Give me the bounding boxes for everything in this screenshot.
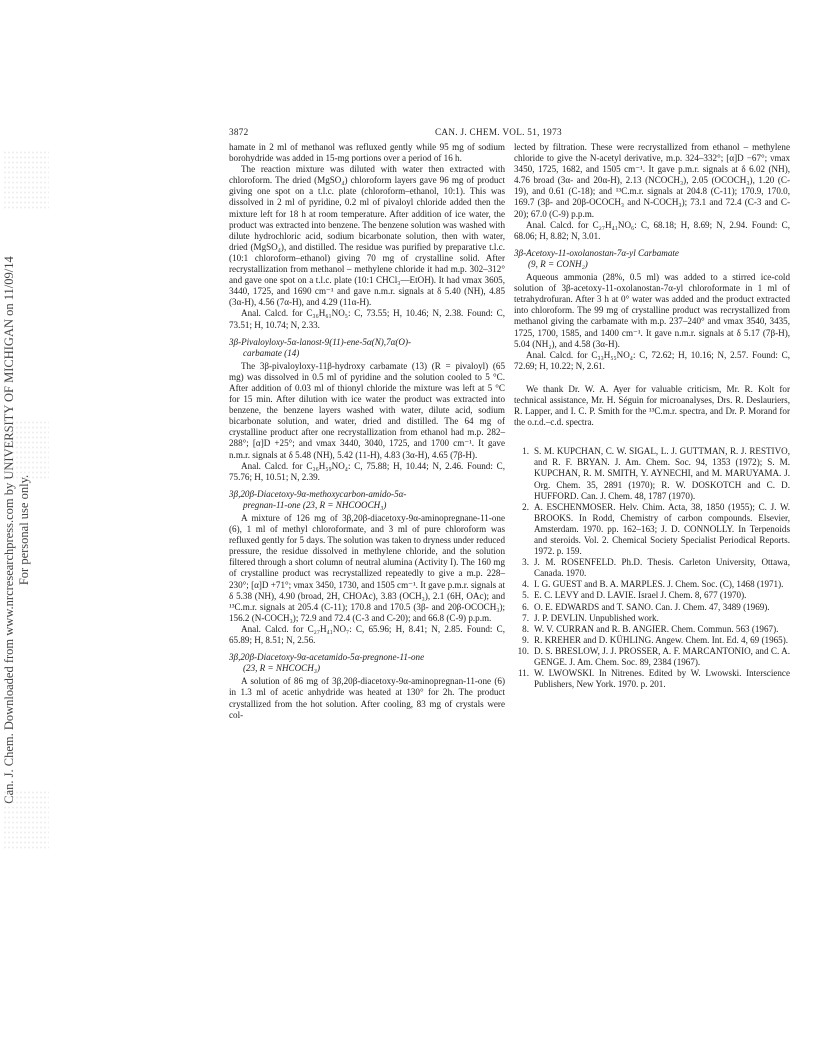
reference-number: 3. — [522, 557, 529, 568]
reference-item — [514, 590, 790, 601]
reference-text: W. LWOWSKI. In Nitrenes. Edited by W. Lwowski. Interscience Publishers, New York. 1970. p. 201. — [534, 668, 790, 690]
reference-item — [514, 646, 790, 668]
scan-speckle — [3, 790, 49, 850]
reference-number: 10. — [517, 645, 529, 656]
reference-number: 6. — [522, 601, 529, 612]
page-number: 3872 — [229, 127, 249, 137]
reference-text: I. G. GUEST and B. A. MARPLES. J. Chem. Soc. (C), 1468 (1971). — [534, 579, 784, 590]
reference-number: 8. — [522, 623, 529, 634]
analysis-line: Anal. Calcd. for C₃₆H₅₉NO₄: C, 75.88; H, 10.44; N, 2.46. Found: C, 75.76; H, 10.51; N, 2.39. — [229, 460, 505, 482]
section-heading — [229, 489, 505, 511]
reference-text: J. M. ROSENFELD. Ph.D. Thesis. Carleton University, Ottawa, Canada. 1970. — [534, 557, 790, 579]
paragraph: hamate in 2 ml of methanol was refluxed gently while 95 mg of sodium borohydride was added in 15-mg portions over a period of 16 h. — [229, 142, 505, 164]
reference-text: R. KREHER and D. KÜHLING. Angew. Chem. Int. Ed. 4, 69 (1965). — [534, 634, 789, 645]
paragraph: The 3β-pivaloyloxy-11β-hydroxy carbamate (13) (R = pivaloyl) (65 mg) was dissolved in 0.5 ml of pyridine and the solution cooled to 5 °C. After addition of 0.03 ml of thionyl chloride the mixture was left at 5 °C for 15 min. After dilution with ice water the product was extracted into benzene, the benzene layers washed with water, dilute acid, sodium bicarbonate solution, and water, dried and distilled. The 64 mg of crystalline product after one recrystallization from ethanol had m.p. 282–288°; [α]D +25°; and νmax 3440, 3040, 1725, and 1700 cm⁻¹. It gave n.m.r. signals at δ 5.48 (NH), 5.42 (11-H), 4.83 (3α-H), 4.65 (7β-H). — [229, 360, 505, 460]
scan-speckle — [3, 420, 49, 480]
reference-number: 11. — [517, 668, 529, 679]
reference-text: O. E. EDWARDS and T. SANO. Can. J. Chem. 47, 3489 (1969). — [534, 601, 770, 612]
heading-line: (23, R = NHCOCH₃) — [243, 663, 320, 674]
analysis-line: Anal. Calcd. for C₂₇H₄₁NO₆: C, 68.18; H, 8.69; N, 2.94. Found: C, 68.06; H, 8.82; N, 3.01. — [514, 219, 790, 241]
section-heading — [229, 652, 505, 674]
heading-line: 3β-Acetoxy-11-oxolanostan-7α-yl Carbamate — [514, 247, 679, 258]
reference-item — [514, 579, 790, 590]
reference-number: 1. — [522, 446, 529, 457]
paragraph: A solution of 86 mg of 3β,20β-diacetoxy-9α-aminopregnan-11-one (6) in 1.3 ml of acetic anhydride was heated at 130° for 2h. The product crystallized from the hot solution. After cooling, 83 mg of crystals were col- — [229, 676, 505, 720]
reference-item — [514, 624, 790, 635]
reference-text: J. P. DEVLIN. Unpublished work. — [534, 612, 659, 623]
reference-item — [514, 602, 790, 613]
reference-number: 4. — [522, 579, 529, 590]
reference-text: S. M. KUPCHAN, C. W. SIGAL, L. J. GUTTMAN, R. J. RESTIVO, and R. F. BRYAN. J. Am. Chem. Soc. 94, 1353 (1972); S. M. KUPCHAN, R. M. SMITH, Y. AYNECHI, and M. MARUYAMA. J. Org. Chem. 35, 2891 (1970); R. W. DOSKOTCH and C. D. HUFFORD. Can. J. Chem. 48, 1787 (1970). — [534, 446, 790, 501]
right-column — [514, 142, 790, 690]
reference-text: W. V. CURRAN and R. B. ANGIER. Chem. Commun. 563 (1967). — [534, 623, 779, 634]
acknowledgements: We thank Dr. W. A. Ayer for valuable criticism, Mr. R. Kolt for technical assistance, Mr. H. Séguin for microanalyses, Drs. R. Deslauriers, R. Lapper, and I. C. P. Smith for the ¹³C.m.r. spectra, and Dr. P. Morand for the o.r.d.–c.d. spectra. — [514, 383, 790, 428]
reference-text: E. C. LEVY and D. LAVIE. Israel J. Chem. 8, 677 (1970). — [534, 590, 747, 601]
reference-number: 5. — [522, 590, 529, 601]
heading-line: 3β-Pivaloyloxy-5α-lanost-9(11)-ene-5α(N),7α(O)- — [229, 336, 412, 347]
paragraph: The reaction mixture was diluted with water then extracted with chloroform. The dried (MgSO₄) chloroform layers gave 96 mg of product giving one spot on a t.l.c. plate (chloroform–ethanol, 10:1). This was dissolved in 2 ml of pyridine, 0.2 ml of pivaloyl chloride added then the mixture left for 18 h at room temperature. After addition of ice water, the product was extracted into benzene. The benzene solution was washed with dilute hydrochloric acid, sodium bicarbonate solution, then with water, dried (MgSO₄), and distilled. The residue was purified by preparative t.l.c. (10:1 chloroform–ethanol) giving 70 mg of crystalline solid. After recrystallization from methanol – methylene chloride it had m.p. 302–312° and gave one spot on a t.l.c. plate (10:1 CHCl₃—EtOH). It had νmax 3605, 3440, 1725, and 1690 cm⁻¹ and gave n.m.r. signals at δ 5.40 (NH), 4.85 (3α-H), 4.56 (7α-H), and 4.29 (11α-H). — [229, 164, 505, 308]
heading-line: carbamate (14) — [243, 347, 300, 358]
reference-list — [514, 446, 790, 690]
watermark-line-1: Can. J. Chem. Downloaded from www.nrcresearchpress.com by UNIVERSITY OF MICHIGAN on 11/09/14 — [2, 256, 16, 804]
heading-line: pregnan-11-one (23, R = NHCOOCH₃) — [243, 499, 387, 510]
heading-line: (9, R = CONH₂) — [528, 258, 588, 269]
analysis-line: Anal. Calcd. for C₃₆H₆₁NO₅: C, 73.55; H, 10.46; N, 2.38. Found: C, 73.51; H, 10.74; N, 2.33. — [229, 308, 505, 330]
reference-number: 7. — [522, 612, 529, 623]
reference-item — [514, 613, 790, 624]
watermark-line-2: For personal use only. — [17, 474, 31, 586]
paragraph: Aqueous ammonia (28%, 0.5 ml) was added to a stirred ice-cold solution of 3β-acetoxy-11-oxolanostan-7α-yl chloroformate in 1 ml of tetrahydrofuran. After 3 h at 0° water was added and the product extracted into chloroform. The 99 mg of crystalline product was recrystallized from methanol giving the carbamate with m.p. 237–240° and νmax 3540, 3435, 1725, 1700, 1585, and 1400 cm⁻¹. It gave n.m.r. signals at δ 5.17 (7β-H), 5.04 (NH₂), and 4.58 (3α-H). — [514, 272, 790, 349]
analysis-line: Anal. Calcd. for C₃₃H₅₅NO₄: C, 72.62; H, 10.16; N, 2.57. Found: C, 72.69; H, 10.22; N, 2.61. — [514, 349, 790, 371]
reference-item — [514, 502, 790, 557]
reference-item — [514, 635, 790, 646]
reference-text: D. S. BRESLOW, J. J. PROSSER, A. F. MARCANTONIO, and C. A. GENGE. J. Am. Chem. Soc. 89, 2384 (1967). — [534, 645, 790, 668]
scan-speckle — [3, 150, 49, 210]
left-column — [229, 142, 505, 721]
heading-line: 3β,20β-Diacetoxy-9α-methoxycarbon-amido-5α- — [229, 488, 407, 499]
reference-item — [514, 446, 790, 501]
reference-item — [514, 668, 790, 690]
heading-line: 3β,20β-Diacetoxy-9α-acetamido-5α-pregnone-11-one — [229, 652, 425, 663]
reference-item — [514, 557, 790, 579]
paragraph: A mixture of 126 mg of 3β,20β-diacetoxy-9α-aminopregnane-11-one (6), 1 ml of methyl chloroformate, and 3 ml of pure chloroform was refluxed gently for 5 days. The solution was taken to dryness under reduced pressure, the residue dissolved in methylene chloride, and the solution filtered through a short column of neutral alumina (Activity I). The 160 mg of crystalline product was recrystallized repeatedly to give a m.p. 228–230°; [α]D +71°; νmax 3450, 1730, and 1505 cm⁻¹. It gave p.m.r. signals at δ 5.38 (NH), 4.90 (broad, 2H, CHOAc), 3.83 (OCH₃), 2.1 (6H, OAc); and ¹³C.m.r. signals at 205.4 (C-11); 170.8 and 170.5 (3β- and 20β-OCOCH₃); 156.2 (N-COCH₃); 72.9 and 72.4 (C-3 and C-20); and 66.8 (C-9) p.p.m. — [229, 513, 505, 623]
section-heading — [514, 248, 790, 270]
running-head — [229, 127, 789, 139]
reference-number: 9. — [522, 634, 529, 645]
paragraph: lected by filtration. These were recrystallized from ethanol – methylene chloride to give the N-acetyl derivative, m.p. 324–332°; [α]D −67°; νmax 3450, 1725, 1682, and 1505 cm⁻¹. It gave p.m.r. signals at δ 6.02 (NH), 4.76 broad (3α- and 20α-H), 2.13 (NCOCH₃), 2.05 (OCOCH₃), 1.20 (C-19), and 0.61 (C-18); and ¹³C.m.r. signals at 204.8 (C-11); 170.9, 170.0, 169.7 (3β- and 20β-OCOCH₃ and N-COCH₃); 73.1 and 72.4 (C-3 and C-20); 67.0 (C-9) p.p.m. — [514, 142, 790, 219]
reference-number: 2. — [522, 501, 529, 512]
reference-text: A. ESCHENMOSER. Helv. Chim. Acta, 38, 1850 (1955); C. J. W. BROOKS. In Rodd, Chemistry of carbon compounds. Elsevier, Amsterdam. 1970. pp. 162–163; J. D. CONNOLLY. In Terpenoids and steroids. Vol. 2. Chemical Society Specialist Periodical Reports. 1972. p. 159. — [534, 501, 790, 557]
analysis-line: Anal. Calcd. for C₂₇H₄₁NO₇: C, 65.96; H, 8.41; N, 2.85. Found: C, 65.89; H, 8.51; N, 2.56. — [229, 623, 505, 646]
section-heading — [229, 337, 505, 359]
journal-header: CAN. J. CHEM. VOL. 51, 1973 — [435, 127, 562, 137]
